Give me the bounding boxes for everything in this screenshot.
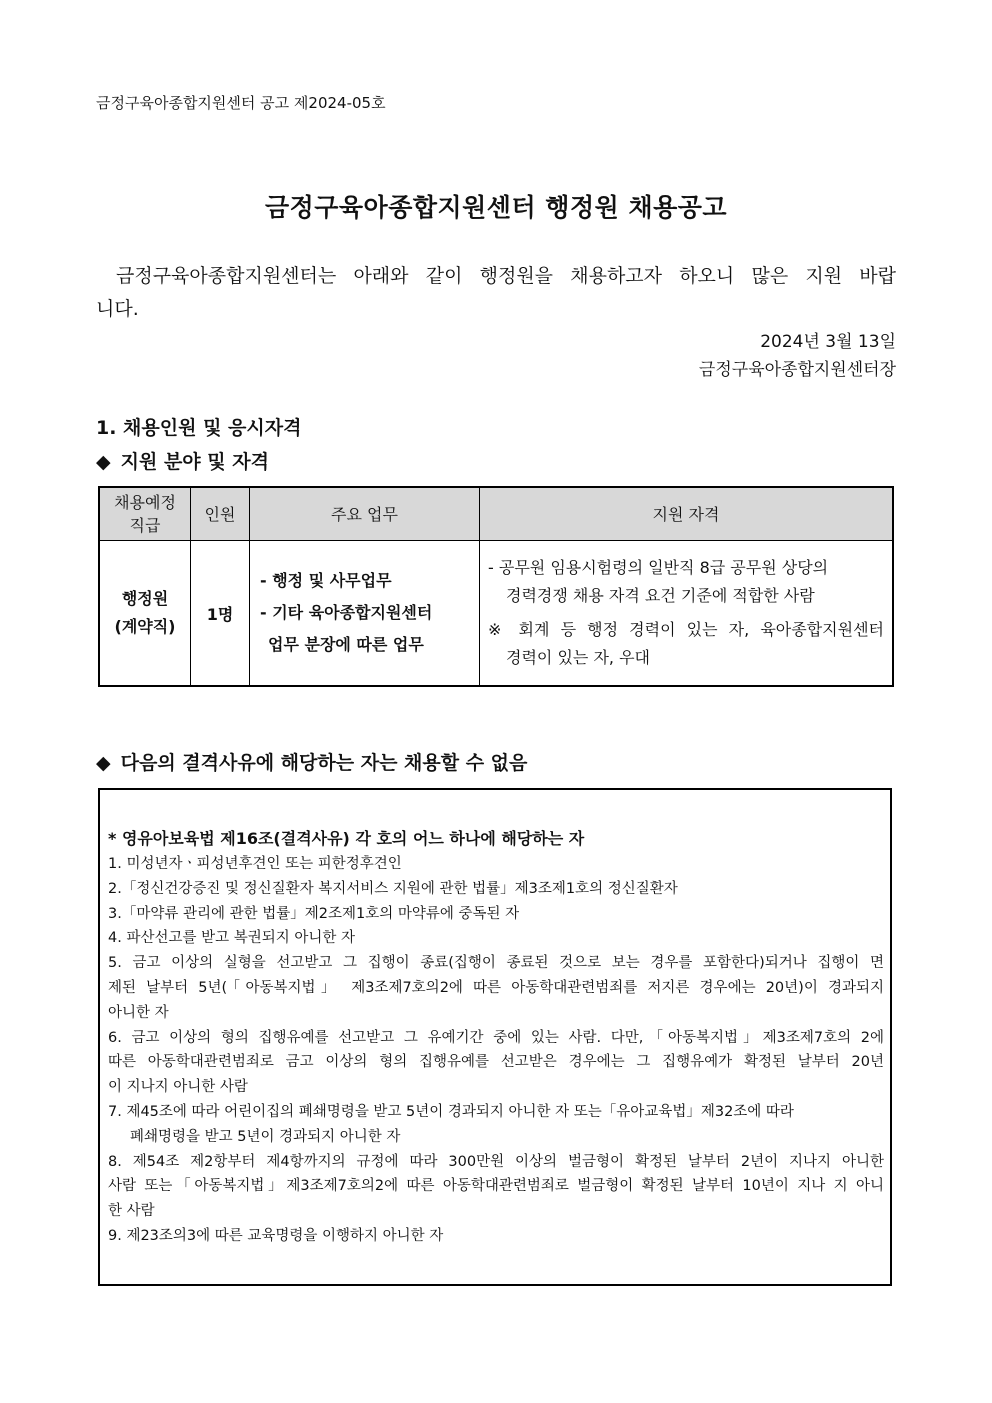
position-line-2: (계약직): [114, 617, 176, 636]
list-item-line: 제된 날부터 5년(「아동복지법」 제3조제7호의2에 따른 아동학대관련범죄를 저지른 경우에는 20년)이 경과되지: [108, 979, 884, 996]
qual-line-3: ※ 회계 등 행정 경력이 있는 자, 육아종합지원센터: [488, 620, 884, 639]
list-item-line: 이 지나지 아니한 사람: [108, 1079, 248, 1096]
list-item-line: 5. 금고 이상의 실형을 선고받고 그 집행이 종료(집행이 종료된 것으로 보는 경우를 포함한다)되거나 집행이 면: [108, 955, 884, 972]
disqualification-box: [98, 788, 892, 1286]
list-item-line: 8. 제54조 제2항부터 제4항까지의 규정에 따라 300만원 이상의 벌금형이 확정된 날부터 2년이 지나지 아니한: [108, 1153, 884, 1170]
disqualification-list: [108, 826, 884, 1249]
cell-duties: [250, 541, 480, 687]
list-item-line: 1. 미성년자ㆍ피성년후견인 또는 피한정후견인: [108, 856, 402, 872]
notice-number: 금정구육아종합지원센터 공고 제2024-05호: [96, 94, 386, 112]
list-item-line: 폐쇄명령을 받고 5년이 경과되지 아니한 자: [130, 1128, 401, 1145]
list-item-line: 3.「마약류 관리에 관한 법률」제2조제1호의 마약류에 중독된 자: [108, 905, 520, 922]
header-count: 인원: [191, 487, 250, 541]
list-item-line: 한 사람: [108, 1203, 155, 1220]
header-position-line-1: 채용예정: [114, 493, 176, 512]
intro-line-2: 니다.: [96, 298, 139, 320]
section-2-heading-text: 다음의 결격사유에 해당하는 자는 채용할 수 없음: [120, 752, 528, 774]
qual-line-1: - 공무원 임용시험령의 일반직 8급 공무원 상당의: [488, 558, 829, 577]
announcement-date: 2024년 3월 13일: [760, 332, 896, 352]
diamond-bullet-icon: ◆: [96, 752, 111, 774]
header-position-line-2: 직급: [129, 516, 161, 535]
list-item: [108, 951, 884, 1025]
table-row: [99, 541, 893, 687]
recruitment-table: [98, 486, 894, 687]
duty-line-3: 업무 분장에 따른 업무: [268, 635, 424, 654]
duty-line-2: - 기타 육아종합지원센터: [260, 603, 433, 622]
table-header-row: [99, 487, 893, 541]
section-1-subheading: [96, 447, 269, 474]
section-1-heading: 1. 채용인원 및 응시자격: [96, 417, 302, 439]
list-item-line: 6. 금고 이상의 형의 집행유예를 선고받고 그 유예기간 중에 있는 사람. 다만,「아동복지법」제3조제7호의 2에: [108, 1029, 884, 1046]
list-item: [108, 1026, 884, 1100]
list-item-line: 9. 제23조의3에 따른 교육명령을 이행하지 아니한 자: [108, 1227, 444, 1244]
box-heading: * 영유아보육법 제16조(결격사유) 각 호의 어느 하나에 해당하는 자: [108, 829, 585, 848]
cell-position: [99, 541, 191, 687]
cell-qualification: [480, 541, 894, 687]
list-item: [108, 902, 884, 927]
duty-line-1: - 행정 및 사무업무: [260, 571, 392, 590]
position-line-1: 행정원: [121, 589, 169, 608]
intro-paragraph: [96, 260, 896, 326]
list-item: [108, 877, 884, 902]
list-item: [108, 1150, 884, 1224]
subheading-text: 지원 분야 및 자격: [120, 451, 269, 473]
list-item: [108, 926, 884, 951]
signer: 금정구육아종합지원센터장: [698, 360, 896, 380]
header-qualification: 지원 자격: [480, 487, 894, 541]
diamond-bullet-icon: ◆: [96, 451, 111, 473]
list-item-line: 아니한 자: [108, 1004, 169, 1021]
list-item: [108, 852, 884, 877]
cell-count: 1명: [191, 541, 250, 687]
intro-line-1: 금정구육아종합지원센터는 아래와 같이 행정원을 채용하고자 하오니 많은 지원 바랍: [116, 265, 896, 287]
section-2-heading: [96, 748, 527, 775]
list-item-line: 사람 또는「아동복지법」제3조제7호의2에 따른 아동학대관련범죄로 벌금형이 확정된 날부터 10년이 지나 지 아니: [108, 1178, 884, 1195]
qual-line-4: 경력이 있는 자, 우대: [506, 648, 650, 667]
page-title: 금정구육아종합지원센터 행정원 채용공고: [264, 193, 728, 222]
list-item-line: 2.「정신건강증진 및 정신질환자 복지서비스 지원에 관한 법률」제3조제1호의 정신질환자: [108, 880, 678, 897]
list-item: [108, 1224, 884, 1249]
list-item: [108, 1100, 884, 1150]
list-item-line: 따른 아동학대관련범죄로 금고 이상의 형의 집행유예를 선고받은 경우에는 그 집행유예가 확정된 날부터 20년: [108, 1054, 884, 1071]
header-position: [99, 487, 191, 541]
qual-line-2: 경력경쟁 채용 자격 요건 기준에 적합한 사람: [506, 586, 815, 605]
list-item-line: 7. 제45조에 따라 어린이집의 폐쇄명령을 받고 5년이 경과되지 아니한 자 또는「유아교육법」제32조에 따라: [108, 1103, 794, 1120]
header-duties: 주요 업무: [250, 487, 480, 541]
list-item-line: 4. 파산선고를 받고 복권되지 아니한 자: [108, 930, 355, 947]
